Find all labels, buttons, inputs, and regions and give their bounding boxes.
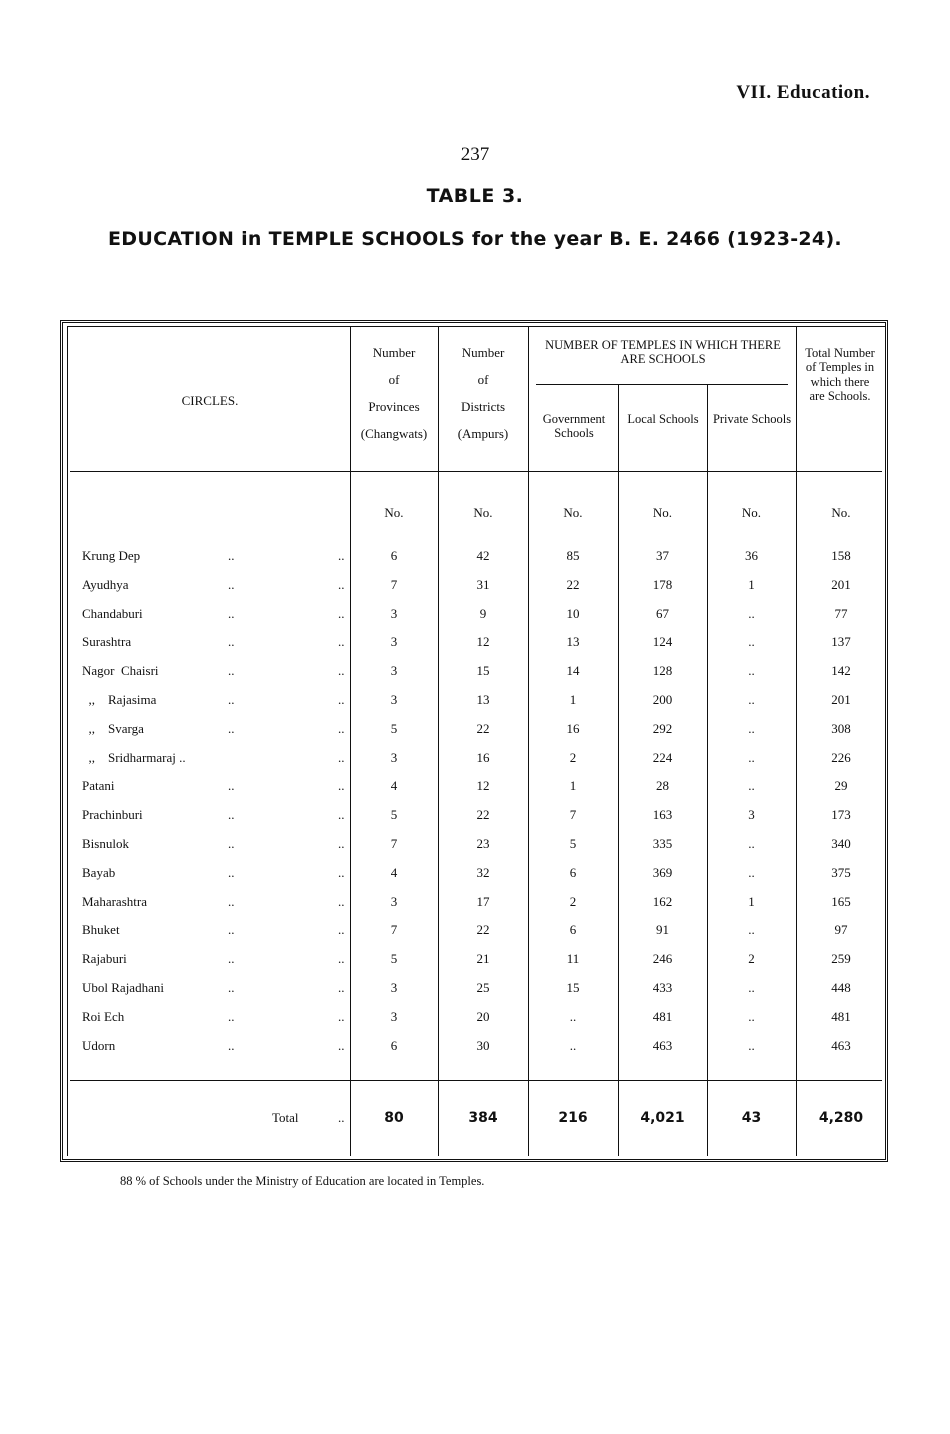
leader-dots: .. — [228, 605, 235, 621]
cell-total: 226 — [831, 749, 851, 765]
cell-total: 308 — [831, 720, 851, 736]
cell-provinces: 5 — [390, 807, 398, 823]
cell-districts: 9 — [479, 605, 487, 621]
cell-districts: 22 — [476, 720, 490, 736]
total-temples: 4,280 — [818, 1110, 864, 1126]
cell-provinces: 4 — [390, 864, 398, 880]
cell-government: 1 — [569, 778, 577, 794]
leader-dots: .. — [338, 605, 345, 621]
cell-total: 137 — [831, 634, 851, 650]
leader-dots: .. — [228, 807, 235, 823]
cell-local: 162 — [652, 893, 673, 909]
cell-total: 481 — [831, 1008, 851, 1024]
leader-dots: .. — [338, 893, 345, 909]
cell-total: 97 — [834, 922, 848, 938]
leader-dots: .. — [228, 548, 235, 563]
cell-private: .. — [748, 692, 755, 707]
cell-districts: 16 — [476, 749, 490, 765]
leader-dots: .. — [228, 576, 235, 592]
circle-name: Bhuket — [82, 922, 120, 938]
header-provinces-line1: Number — [372, 345, 416, 360]
cell-government: 5 — [569, 836, 577, 851]
table-row — [60, 922, 888, 942]
header-provinces — [350, 344, 438, 443]
cell-provinces: 3 — [390, 1008, 398, 1024]
leader-dots: .. — [338, 548, 345, 563]
header-bottom-rule — [70, 471, 882, 472]
cell-government: 7 — [569, 807, 577, 823]
leader-dots: .. — [228, 1008, 235, 1024]
total-top-rule — [70, 1080, 882, 1081]
cell-provinces: 7 — [390, 576, 398, 592]
leader-dots: .. — [338, 864, 345, 880]
cell-government: 22 — [566, 576, 580, 592]
leader-dots: .. — [338, 663, 345, 679]
table-row — [60, 778, 888, 798]
cell-districts: 20 — [476, 1008, 490, 1024]
cell-districts: 31 — [476, 576, 490, 592]
cell-districts: 17 — [476, 893, 490, 909]
cell-government: 15 — [566, 980, 580, 995]
cell-districts: 42 — [476, 548, 490, 563]
table-row — [60, 865, 888, 885]
total-government: 216 — [558, 1110, 588, 1126]
leader-dots: .. — [228, 980, 235, 995]
header-government: Government Schools — [542, 412, 606, 441]
cell-local: 292 — [652, 720, 673, 736]
circle-name: Patani — [82, 778, 115, 794]
leader-dots: .. — [338, 778, 345, 794]
cell-total: 259 — [831, 951, 851, 967]
header-districts-line3: Districts — [460, 398, 506, 414]
leader-dots: .. — [338, 1037, 345, 1053]
table-row — [60, 692, 888, 712]
leader-dots: .. — [338, 951, 345, 967]
leader-dots: .. — [228, 778, 235, 794]
cell-districts: 23 — [476, 836, 490, 851]
leader-dots: .. — [228, 922, 235, 938]
circle-name: Chandaburi — [82, 605, 143, 621]
cell-government: 13 — [566, 634, 580, 650]
cell-provinces: 3 — [390, 749, 398, 765]
circle-name: Ubol Rajadhani — [82, 980, 164, 995]
table-inner-top-rule — [67, 326, 885, 327]
cell-government: 6 — [569, 864, 577, 880]
cell-private: .. — [748, 605, 755, 621]
cell-local: 163 — [652, 807, 673, 823]
leader-dots: .. — [338, 634, 345, 650]
leader-dots: .. — [228, 720, 235, 736]
col-rule-3 — [528, 326, 529, 1156]
circle-name: Bayab — [82, 864, 116, 880]
total-row — [60, 1110, 888, 1130]
header-temples-group: NUMBER OF TEMPLES IN WHICH THERE ARE SCHOOLS — [545, 338, 781, 367]
unit-label: No. — [473, 505, 493, 520]
cell-private: 1 — [748, 576, 755, 592]
cell-government: 14 — [566, 663, 580, 679]
cell-provinces: 5 — [390, 720, 398, 736]
total-districts: 384 — [468, 1110, 498, 1126]
footnote: 88 % of Schools under the Ministry of Education are located in Temples. — [120, 1174, 485, 1188]
header-total-temples: Total Number of Temples in which there are Schools. — [805, 346, 875, 404]
cell-districts: 32 — [476, 864, 490, 880]
circle-name: ,, Sridharmaraj .. — [82, 749, 186, 765]
cell-total: 165 — [831, 893, 851, 909]
cell-provinces: 6 — [390, 1037, 398, 1053]
cell-local: 224 — [652, 749, 673, 765]
cell-private: .. — [748, 836, 755, 851]
cell-local: 246 — [652, 951, 673, 967]
leader-dots: .. — [228, 692, 235, 707]
cell-total: 448 — [831, 980, 851, 995]
leader-dots: .. — [338, 692, 345, 707]
cell-private: 3 — [748, 807, 755, 823]
circle-name: ,, Svarga — [82, 720, 144, 736]
education-table — [60, 320, 888, 1162]
cell-total: 173 — [831, 807, 851, 823]
cell-provinces: 3 — [390, 980, 398, 995]
cell-private: 36 — [745, 548, 758, 563]
table-subtitle: EDUCATION in TEMPLE SCHOOLS for the year B. E. 2466 (1923-24). — [108, 228, 842, 250]
circle-name: Nagor Chaisri — [82, 663, 159, 679]
table-row — [60, 606, 888, 626]
cell-government: 1 — [569, 692, 577, 707]
header-private: Private Schools — [712, 412, 792, 426]
table-title: TABLE 3. — [426, 185, 524, 207]
leader-dots: .. — [338, 576, 345, 592]
circle-name: Maharashtra — [82, 893, 147, 909]
cell-districts: 13 — [476, 692, 490, 707]
table-row — [60, 1038, 888, 1058]
cell-total: 375 — [831, 864, 851, 880]
leader-dots: .. — [228, 951, 235, 967]
page-number: 237 — [460, 144, 490, 165]
cell-provinces: 5 — [390, 951, 398, 967]
table-row — [60, 721, 888, 741]
cell-private: .. — [748, 922, 755, 938]
cell-local: 335 — [652, 836, 673, 851]
cell-government: 11 — [566, 951, 580, 967]
circle-name: Rajaburi — [82, 951, 127, 967]
cell-provinces: 6 — [390, 548, 398, 563]
cell-provinces: 4 — [390, 778, 398, 794]
total-label: Total — [272, 1110, 299, 1125]
header-provinces-line3: Provinces — [368, 398, 420, 414]
table-row — [60, 548, 888, 568]
col-rule-1 — [350, 326, 351, 1156]
cell-districts: 12 — [476, 634, 490, 650]
cell-provinces: 7 — [390, 922, 398, 938]
cell-government: 6 — [569, 922, 577, 938]
leader-dots: .. — [228, 893, 235, 909]
unit-label: No. — [563, 505, 583, 520]
cell-total: 201 — [831, 692, 851, 707]
group-header-rule — [536, 384, 788, 385]
cell-government: 2 — [569, 749, 577, 765]
table-row — [60, 634, 888, 654]
total-local: 4,021 — [640, 1110, 685, 1126]
cell-districts: 21 — [476, 951, 490, 967]
header-districts-line1: Number — [461, 345, 505, 360]
cell-private: .. — [748, 720, 755, 736]
cell-government: .. — [569, 1037, 577, 1053]
leader-dots: .. — [338, 720, 345, 736]
leader-dots: .. — [338, 807, 345, 823]
header-local: Local Schools — [627, 412, 699, 426]
cell-government: 2 — [569, 893, 577, 909]
header-districts — [438, 344, 528, 443]
cell-private: .. — [748, 663, 755, 679]
circle-name: ,, Rajasima — [82, 692, 157, 707]
unit-label: No. — [741, 505, 762, 520]
leader-dots: .. — [338, 1008, 345, 1024]
cell-government: 16 — [566, 720, 580, 736]
cell-districts: 22 — [476, 807, 490, 823]
unit-label: No. — [831, 505, 851, 520]
cell-local: 463 — [652, 1037, 673, 1053]
cell-total: 158 — [831, 548, 851, 563]
circle-name: Krung Dep — [82, 548, 141, 563]
cell-districts: 15 — [476, 663, 490, 679]
cell-private: .. — [748, 749, 755, 765]
cell-local: 178 — [652, 576, 673, 592]
cell-provinces: 3 — [390, 893, 398, 909]
circle-name: Prachinburi — [82, 807, 143, 823]
cell-government: .. — [569, 1008, 577, 1024]
cell-government: 85 — [566, 548, 580, 563]
unit-label: No. — [652, 505, 673, 520]
section-title: VII. Education. — [736, 82, 870, 103]
leader-dots: .. — [228, 864, 235, 880]
cell-provinces: 3 — [390, 692, 398, 707]
header-districts-line4: (Ampurs) — [457, 425, 509, 441]
cell-districts: 25 — [476, 980, 490, 995]
table-row — [60, 807, 888, 827]
leader-dots: .. — [228, 634, 235, 650]
cell-local: 91 — [656, 922, 669, 938]
table-row — [60, 750, 888, 770]
table-row — [60, 894, 888, 914]
table-inner-left-rule — [67, 326, 68, 1156]
circle-name: Udorn — [82, 1037, 116, 1053]
cell-government: 10 — [566, 605, 580, 621]
cell-private: .. — [748, 634, 755, 650]
total-provinces: 80 — [384, 1110, 404, 1126]
unit-label: No. — [384, 505, 404, 520]
cell-private: 2 — [748, 951, 755, 967]
leader-dots: .. — [228, 663, 235, 679]
leader-dots: .. — [338, 1110, 345, 1125]
table-row — [60, 980, 888, 1000]
cell-provinces: 3 — [390, 634, 398, 650]
cell-districts: 22 — [476, 922, 490, 938]
cell-local: 128 — [652, 663, 673, 679]
leader-dots: .. — [228, 1037, 235, 1053]
cell-private: 1 — [748, 893, 755, 909]
cell-local: 200 — [652, 692, 673, 707]
header-circles: CIRCLES. — [181, 393, 239, 408]
cell-local: 28 — [656, 778, 669, 794]
cell-total: 201 — [831, 576, 851, 592]
cell-provinces: 3 — [390, 663, 398, 679]
cell-local: 433 — [652, 980, 673, 995]
circle-name: Ayudhya — [82, 576, 129, 592]
header-provinces-line4: (Changwats) — [360, 425, 428, 441]
cell-total: 142 — [831, 663, 851, 679]
table-row — [60, 836, 888, 856]
cell-local: 124 — [652, 634, 673, 650]
header-districts-line2: of — [477, 371, 489, 387]
cell-private: .. — [748, 1008, 755, 1024]
col-rule-6 — [796, 326, 797, 1156]
cell-private: .. — [748, 864, 755, 880]
leader-dots: .. — [338, 749, 345, 765]
table-row — [60, 951, 888, 971]
table-row — [60, 1009, 888, 1029]
cell-total: 29 — [834, 778, 848, 794]
cell-provinces: 7 — [390, 836, 398, 851]
table-row — [60, 577, 888, 597]
cell-local: 67 — [656, 605, 669, 621]
cell-provinces: 3 — [390, 605, 398, 621]
cell-private: .. — [748, 980, 755, 995]
table-border — [60, 320, 888, 1162]
cell-local: 369 — [652, 864, 673, 880]
cell-districts: 30 — [476, 1037, 490, 1053]
circle-name: Roi Ech — [82, 1008, 125, 1024]
cell-local: 481 — [652, 1008, 673, 1024]
cell-districts: 12 — [476, 778, 490, 794]
leader-dots: .. — [228, 836, 235, 851]
total-private: 43 — [741, 1110, 762, 1126]
cell-total: 77 — [834, 605, 848, 621]
cell-total: 463 — [831, 1037, 851, 1053]
table-row — [60, 663, 888, 683]
header-provinces-line2: of — [388, 371, 400, 387]
cell-private: .. — [748, 1037, 755, 1053]
col-rule-2 — [438, 326, 439, 1156]
leader-dots: .. — [338, 836, 345, 851]
circle-name: Surashtra — [82, 634, 132, 650]
leader-dots: .. — [338, 980, 345, 995]
cell-total: 340 — [831, 836, 851, 851]
cell-private: .. — [748, 778, 755, 794]
circle-name: Bisnulok — [82, 836, 129, 851]
leader-dots: .. — [338, 922, 345, 938]
cell-local: 37 — [656, 548, 669, 563]
